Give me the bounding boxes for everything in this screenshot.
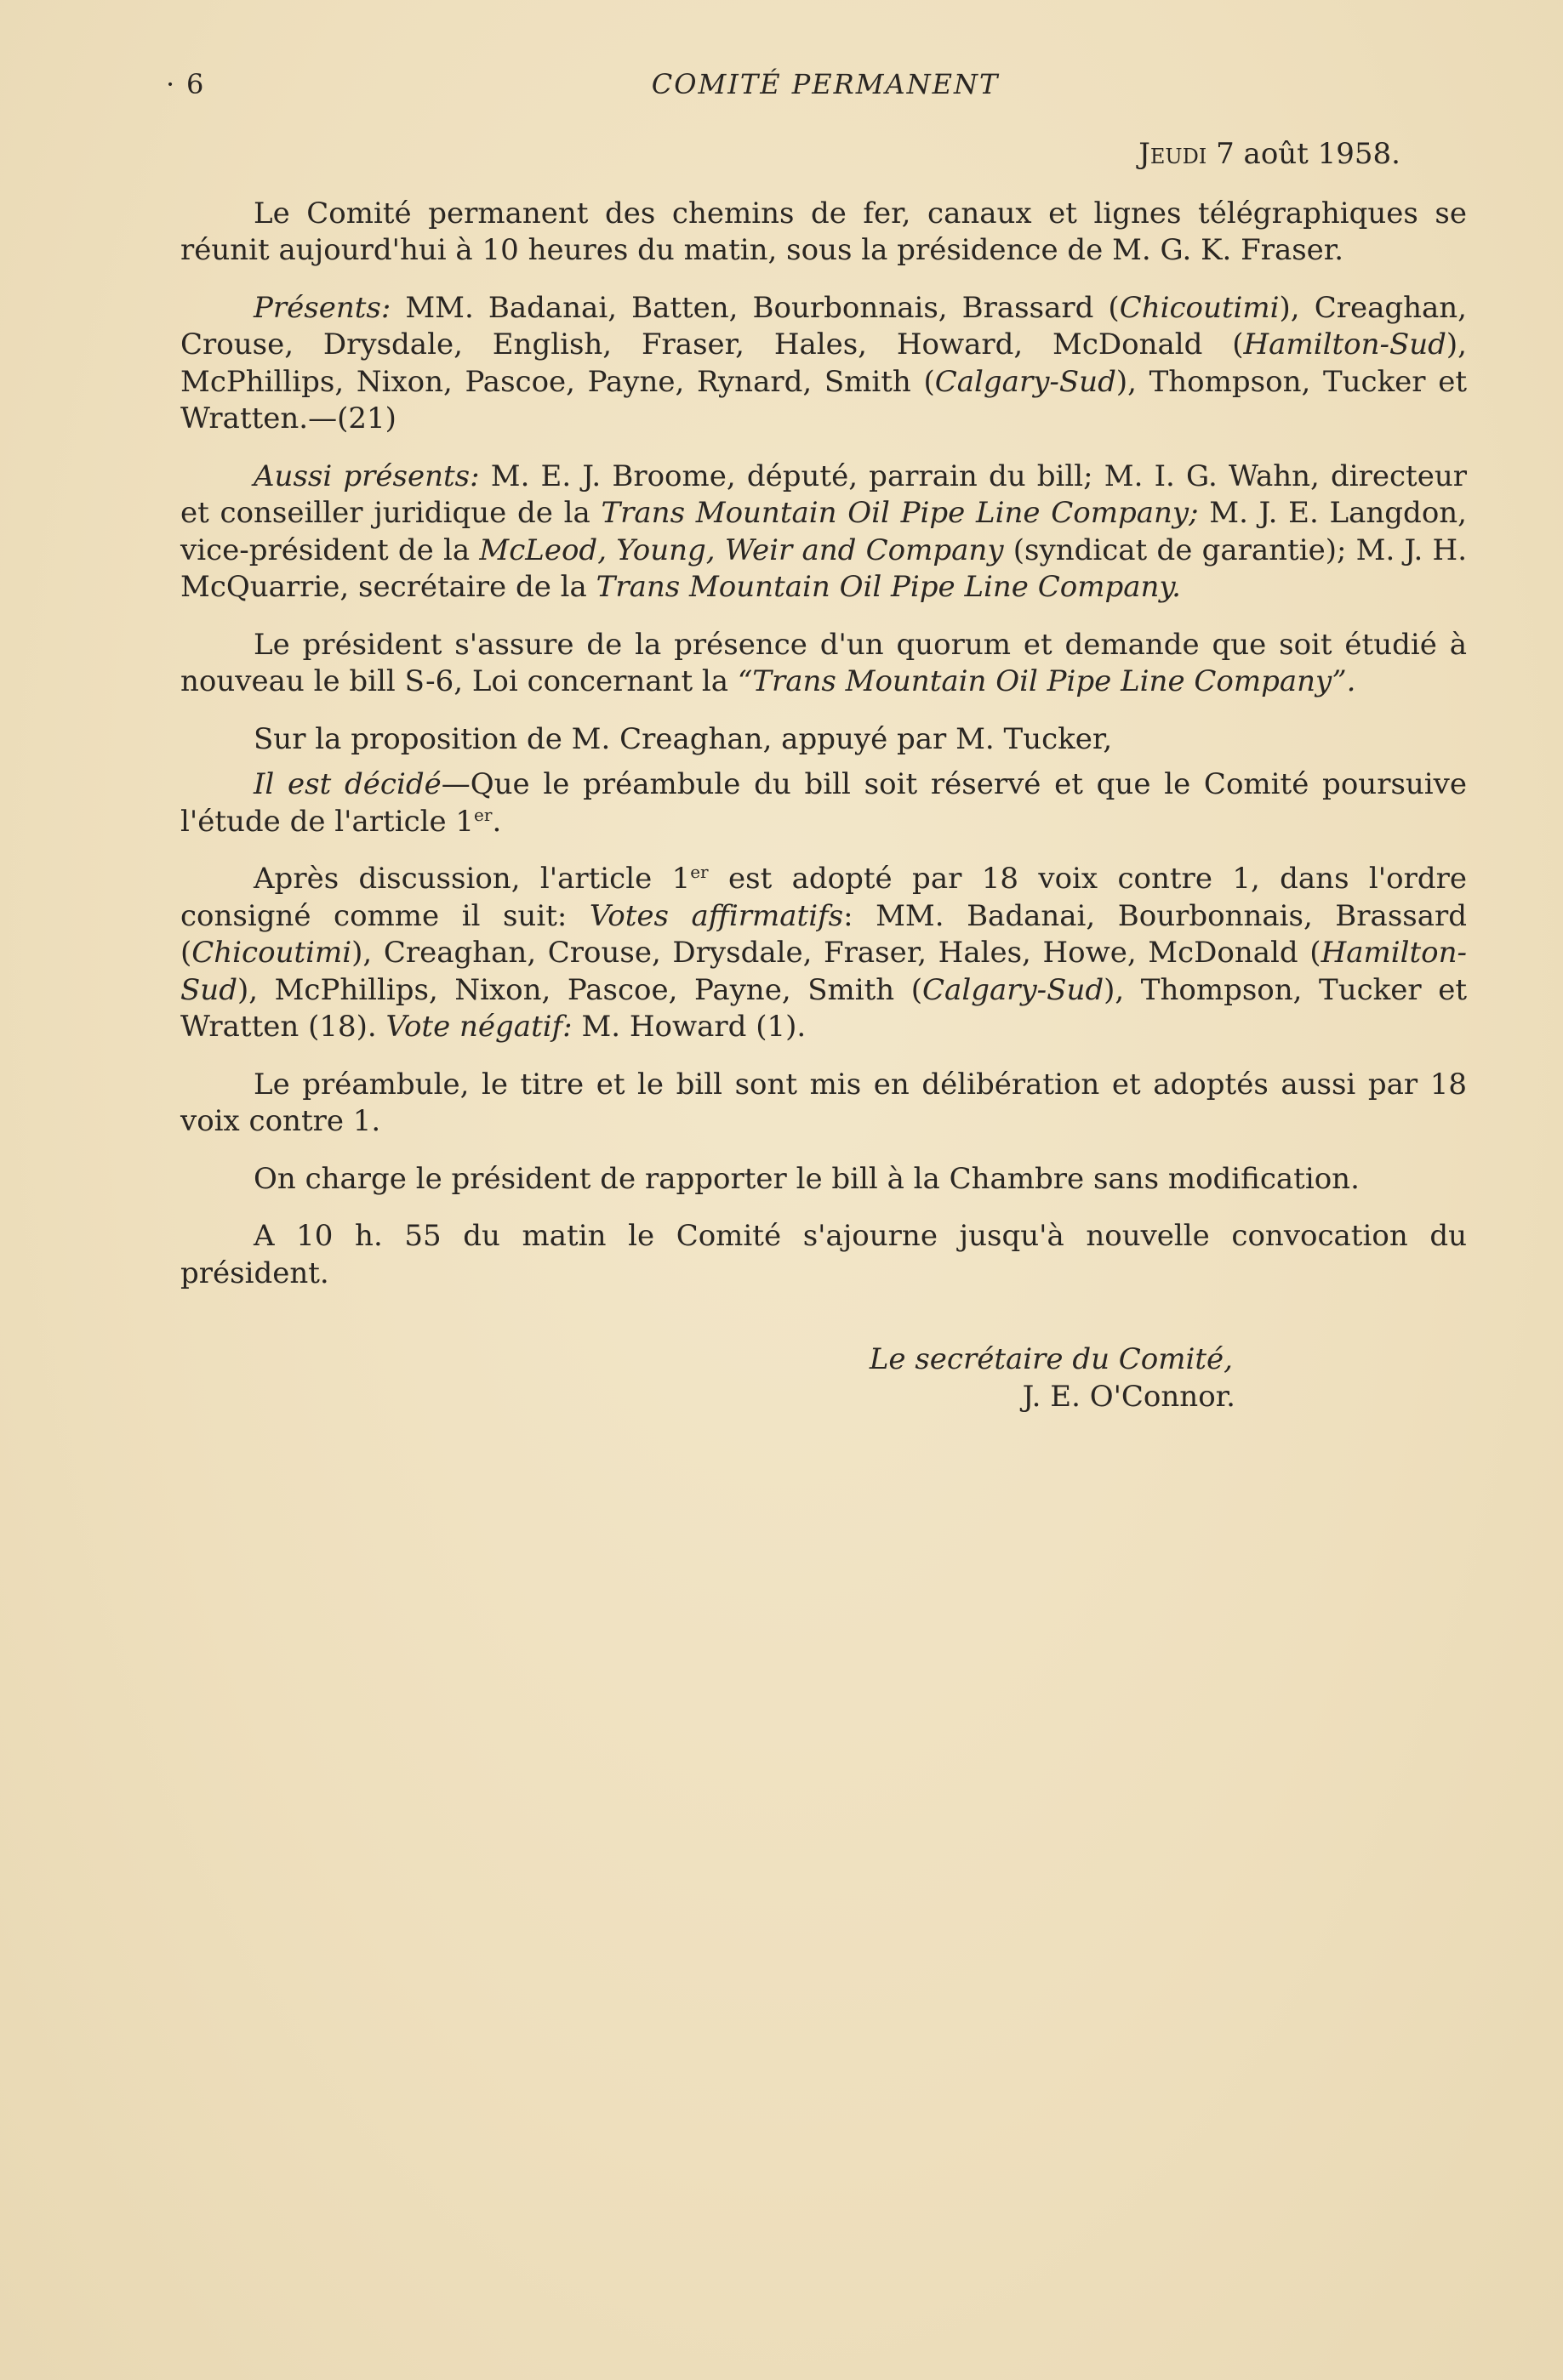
opening-paragraph: Le Comité permanent des chemins de fer, canaux et lignes télégraphiques se réunit aujourd'hui à 10 heures du matin, sous la présidence de M. G. K. Fraser.	[180, 196, 1467, 267]
vote-text: : MM. Badanai, Bourbonnais, Brassard (	[180, 898, 1468, 970]
minutes-body	[180, 136, 1467, 1415]
company-name: McLeod, Young, Weir and Company	[479, 532, 1004, 567]
present-label: Présents:	[254, 290, 391, 325]
also-present-text: M. J. E. Langdon, vice-président de la	[180, 496, 1467, 567]
decision-paragraph	[180, 766, 1467, 840]
decision-label: Il est décidé	[254, 767, 442, 801]
adjournment-paragraph: A 10 h. 55 du matin le Comité s'ajourne jusqu'à nouvelle convocation du président.	[180, 1219, 1467, 1290]
also-present-label: Aussi présents:	[254, 458, 480, 493]
report-paragraph: On charge le président de rapporter le bill à la Chambre sans modification.	[254, 1161, 1360, 1196]
quorum-text: Le président s'assure de la présence d'un quorum et demande que soit étudié à nouveau le bill S-6, Loi concernant la	[180, 627, 1467, 698]
vote-text: ), McPhillips, Nixon, Pascoe, Payne, Smith (	[237, 972, 923, 1007]
vote-text: ), Thompson, Tucker et Wratten (18).	[180, 972, 1467, 1044]
company-name: Trans Mountain Oil Pipe Line Company.	[596, 570, 1181, 604]
signature-title: Le secrétaire du Comité,	[869, 1342, 1233, 1376]
attendance-text: ), Creaghan, Crouse, Drysdale, English, Fraser, Hales, Howard, McDonald (	[180, 290, 1467, 362]
riding-name: Chicoutimi	[1119, 290, 1280, 325]
signature-name: J. E. O'Connor.	[1022, 1379, 1235, 1414]
vote-text: est adopté par 18 voix contre 1, dans l'ordre consigné comme il suit:	[180, 862, 1467, 933]
attendance-text: MM. Badanai, Batten, Bourbonnais, Brassard (	[391, 290, 1120, 325]
vote-text: ), Creaghan, Crouse, Drysdale, Fraser, Hales, Howe, McDonald (	[351, 936, 1321, 970]
ordinal-superscript: er	[474, 804, 493, 825]
also-present-text: (syndicat de garantie); M. J. H. McQuarrie, secrétaire de la	[180, 532, 1468, 604]
signature-block	[180, 1341, 1467, 1415]
attendance-text: ), Thompson, Tucker et Wratten.—(21)	[180, 364, 1467, 436]
vote-text: M. Howard (1).	[572, 1010, 807, 1044]
vote-paragraph	[180, 861, 1467, 1046]
page-number: 6	[186, 68, 205, 100]
date-weekday: Jeudi	[1138, 137, 1207, 171]
company-name: “Trans Mountain Oil Pipe Line Company”.	[737, 664, 1356, 698]
page-header	[166, 68, 1468, 111]
votes-against-label: Vote négatif:	[385, 1010, 573, 1044]
header-dot: ·	[166, 68, 176, 100]
running-title: COMITÉ PERMANENT	[651, 68, 1000, 100]
motion-paragraph: Sur la proposition de M. Creaghan, appuyé par M. Tucker,	[254, 721, 1113, 756]
riding-name: Calgary-Sud	[922, 972, 1104, 1007]
decision-text: —Que le préambule du bill soit réservé et que le Comité poursuive l'étude de l'article 1	[180, 767, 1467, 839]
riding-name: Calgary-Sud	[934, 364, 1116, 399]
riding-name: Hamilton-Sud	[1243, 327, 1446, 362]
quorum-paragraph	[180, 627, 1467, 701]
meeting-date	[180, 136, 1467, 174]
company-name: Trans Mountain Oil Pipe Line Company;	[601, 496, 1199, 530]
also-present-paragraph	[180, 458, 1467, 606]
vote-text: Après discussion, l'article 1	[254, 862, 691, 896]
riding-name: Hamilton-Sud	[180, 936, 1467, 1007]
also-present-text: M. E. J. Broome, député, parrain du bill; M. I. G. Wahn, directeur et conseiller juridique de la	[180, 458, 1467, 530]
decision-text: .	[492, 804, 502, 839]
attendance-text: ), McPhillips, Nixon, Pascoe, Payne, Rynard, Smith (	[180, 327, 1467, 399]
attendance-paragraph	[180, 290, 1467, 438]
votes-for-label: Votes affirmatifs	[589, 898, 844, 933]
adoption-paragraph: Le préambule, le titre et le bill sont mis en délibération et adoptés aussi par 18 voix contre 1.	[180, 1067, 1467, 1138]
riding-name: Chicoutimi	[191, 936, 352, 970]
ordinal-superscript: er	[690, 862, 709, 882]
date-rest: 7 août 1958.	[1206, 137, 1400, 171]
